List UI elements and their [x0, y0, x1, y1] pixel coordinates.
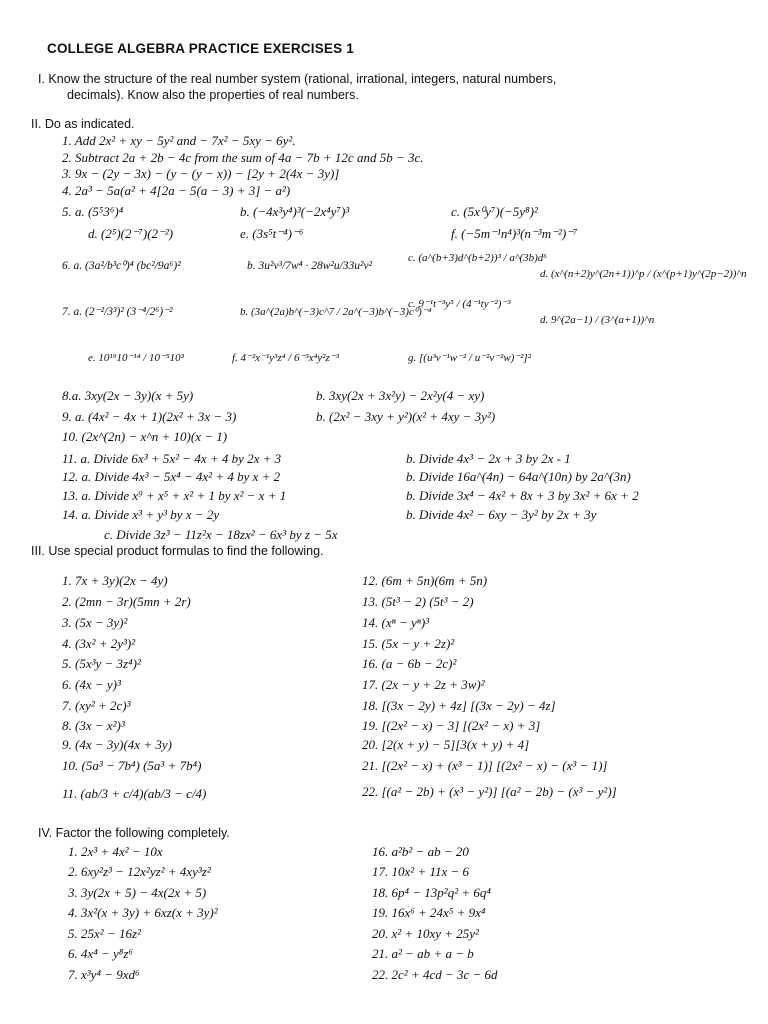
special-product-5: 5. (5x³y − 3z⁴)²: [62, 656, 141, 671]
problem-2-9a: 9. a. (4x² − 4x + 1)(2x² + 3x − 3): [62, 409, 237, 424]
problem-2-8b: b. 3xy(2x + 3x²y) − 2x²y(4 − xy): [316, 388, 485, 403]
problem-2-7e: e. 10¹⁹10⁻¹⁴ / 10⁻⁵10³: [88, 352, 184, 364]
problem-2-8a: 8.a. 3xy(2x − 3y)(x + 5y): [62, 388, 194, 403]
factor-20: 20. x² + 10xy + 25y²: [372, 926, 479, 941]
problem-2-7b: b. (3a^(2a)b^(−3)c^7 / 2a^(−3)b^(−3)c⁰)⁻⁴: [240, 306, 432, 318]
section-4-heading: IV. Factor the following completely.: [38, 826, 230, 840]
problem-2-4: 4. 2a³ − 5a(a² + 4[2a − 5(a − 3) + 3] − a²): [62, 183, 291, 198]
problem-2-11b: b. Divide 4x³ − 2x + 3 by 2x - 1: [406, 451, 571, 466]
special-product-13: 13. (5t³ − 2) (5t³ − 2): [362, 594, 474, 609]
factor-1: 1. 2x³ + 4x² − 10x: [68, 844, 163, 859]
problem-2-14c: c. Divide 3z³ − 11z²x − 18zx² − 6x³ by z − 5x: [104, 527, 338, 542]
factor-7: 7. x³y⁴ − 9xd⁶: [68, 967, 140, 982]
problem-2-6d: d. (x^(n+2)y^(2n+1))^p / (x^(p+1)y^(2p−2))^n: [540, 268, 747, 280]
special-product-4: 4. (3x² + 2y³)²: [62, 636, 136, 651]
page-title: COLLEGE ALGEBRA PRACTICE EXERCISES 1: [47, 41, 354, 56]
problem-2-5e: e. (3s⁵t⁻⁴)⁻⁶: [240, 226, 304, 241]
special-product-20: 20. [2(x + y) − 5][3(x + y) + 4]: [362, 737, 530, 752]
problem-2-7c: c. 9⁻¹t⁻³y⁵ / (4⁻¹ty⁻²)⁻³: [408, 298, 511, 310]
factor-5: 5. 25x² − 16z²: [68, 926, 141, 941]
special-product-16: 16. (a − 6b − 2c)²: [362, 656, 457, 671]
problem-2-13a: 13. a. Divide x⁹ + x⁵ + x² + 1 by x² − x + 1: [62, 488, 287, 503]
special-product-9: 9. (4x − 3y)(4x + 3y): [62, 737, 172, 752]
special-product-21: 21. [(2x² − x) + (x³ − 1)] [(2x² − x) − (x³ − 1)]: [362, 758, 608, 773]
special-product-8: 8. (3x − x²)³: [62, 718, 125, 733]
problem-2-7a: 7. a. (2⁻²/3³)² (3⁻⁴/2⁶)⁻²: [62, 306, 173, 318]
special-product-15: 15. (5x − y + 2z)²: [362, 636, 455, 651]
special-product-19: 19. [(2x² − x) − 3] [(2x² − x) + 3]: [362, 718, 541, 733]
problem-2-6c: c. (a^(b+3)d^(b+2))³ / a^(3b)d⁶: [408, 252, 548, 264]
special-product-22: 22. [(a² − 2b) + (x³ − y²)] [(a² − 2b) − (x³ − y²)]: [362, 784, 617, 799]
problem-2-5c: c. (5x⁰y⁷)(−5y⁸)²: [451, 204, 538, 219]
problem-2-3: 3. 9x − (2y − 3x) − (y − (y − x)) − [2y + 2(4x − 3y)]: [62, 166, 340, 181]
problem-2-6b: b. 3u²v³/7w⁴ · 28w²u/33u²v²: [247, 260, 373, 272]
special-product-17: 17. (2x − y + 2z + 3w)²: [362, 677, 485, 692]
factor-3: 3. 3y(2x + 5) − 4x(2x + 5): [68, 885, 207, 900]
factor-22: 22. 2c² + 4cd − 3c − 6d: [372, 967, 498, 982]
special-product-2: 2. (2mn − 3r)(5mn + 2r): [62, 594, 191, 609]
special-product-7: 7. (xy² + 2c)³: [62, 698, 131, 713]
problem-2-7d: d. 9^(2a−1) / (3^(a+1))^n: [540, 314, 655, 326]
factor-18: 18. 6p⁴ − 13p²q² + 6q⁴: [372, 885, 491, 900]
special-product-6: 6. (4x − y)³: [62, 677, 121, 692]
problem-2-5b: b. (−4x³y⁴)³(−2x⁴y⁷)³: [240, 204, 350, 219]
factor-21: 21. a² − ab + a − b: [372, 946, 474, 961]
problem-2-1: 1. Add 2x² + xy − 5y² and − 7x² − 5xy − 6y².: [62, 133, 296, 148]
problem-2-10: 10. (2x^(2n) − x^n + 10)(x − 1): [62, 429, 228, 444]
factor-6: 6. 4x⁴ − y⁸z⁶: [68, 946, 133, 961]
factor-19: 19. 16x⁶ + 24x⁵ + 9x⁴: [372, 905, 486, 920]
problem-2-12a: 12. a. Divide 4x³ − 5x⁴ − 4x² + 4 by x + 2: [62, 469, 281, 484]
special-product-12: 12. (6m + 5n)(6m + 5n): [362, 573, 488, 588]
factor-4: 4. 3x²(x + 3y) + 6xz(x + 3y)²: [68, 905, 218, 920]
section-2-heading: II. Do as indicated.: [31, 117, 135, 131]
problem-2-5a: 5. a. (5⁵3⁶)⁴: [62, 204, 124, 219]
special-product-10: 10. (5a³ − 7b⁴) (5a³ + 7b⁴): [62, 758, 202, 773]
factor-2: 2. 6xy²z³ − 12x²yz² + 4xy³z²: [68, 864, 211, 879]
problem-2-14b: b. Divide 4x² − 6xy − 3y² by 2x + 3y: [406, 507, 597, 522]
special-product-14: 14. (xⁿ − yⁿ)³: [362, 615, 430, 630]
problem-2-5f: f. (−5m⁻¹n⁴)³(n⁻³m⁻²)⁻⁷: [451, 226, 578, 241]
section-1-line-2: decimals). Know also the properties of real numbers.: [67, 88, 359, 102]
problem-2-7f: f. 4⁻²x⁻¹y³z⁴ / 6⁻³x⁴y²z⁻³: [232, 352, 339, 364]
factor-17: 17. 10x² + 11x − 6: [372, 864, 470, 879]
problem-2-2: 2. Subtract 2a + 2b − 4c from the sum of 4a − 7b + 12c and 5b − 3c.: [62, 150, 424, 165]
problem-2-6a: 6. a. (3a²/b³c⁰)⁴ (bc²/9a⁶)²: [62, 260, 181, 272]
problem-2-13b: b. Divide 3x⁴ − 4x² + 8x + 3 by 3x² + 6x + 2: [406, 488, 639, 503]
special-product-18: 18. [(3x − 2y) + 4z] [(3x − 2y) − 4z]: [362, 698, 556, 713]
problem-2-9b: b. (2x² − 3xy + y²)(x² + 4xy − 3y²): [316, 409, 496, 424]
factor-16: 16. a²b² − ab − 20: [372, 844, 469, 859]
section-1-line-1: I. Know the structure of the real number system (rational, irrational, integers, natural numbers,: [38, 72, 557, 86]
section-3-heading: III. Use special product formulas to find the following.: [31, 544, 324, 558]
problem-2-12b: b. Divide 16a^(4n) − 64a^(10n) by 2a^(3n): [406, 469, 631, 484]
problem-2-11a: 11. a. Divide 6x³ + 5x² − 4x + 4 by 2x + 3: [62, 451, 282, 466]
problem-2-5d: d. (2⁵)(2⁻⁷)(2⁻²): [88, 226, 174, 241]
special-product-3: 3. (5x − 3y)²: [62, 615, 128, 630]
special-product-1: 1. 7x + 3y)(2x − 4y): [62, 573, 168, 588]
problem-2-7g: g. [(u³v⁻¹w⁻² / u⁻²v⁻²w)⁻²]²: [408, 352, 531, 364]
problem-2-14a: 14. a. Divide x³ + y³ by x − 2y: [62, 507, 220, 522]
special-product-11: 11. (ab/3 + c/4)(ab/3 − c/4): [62, 786, 207, 801]
